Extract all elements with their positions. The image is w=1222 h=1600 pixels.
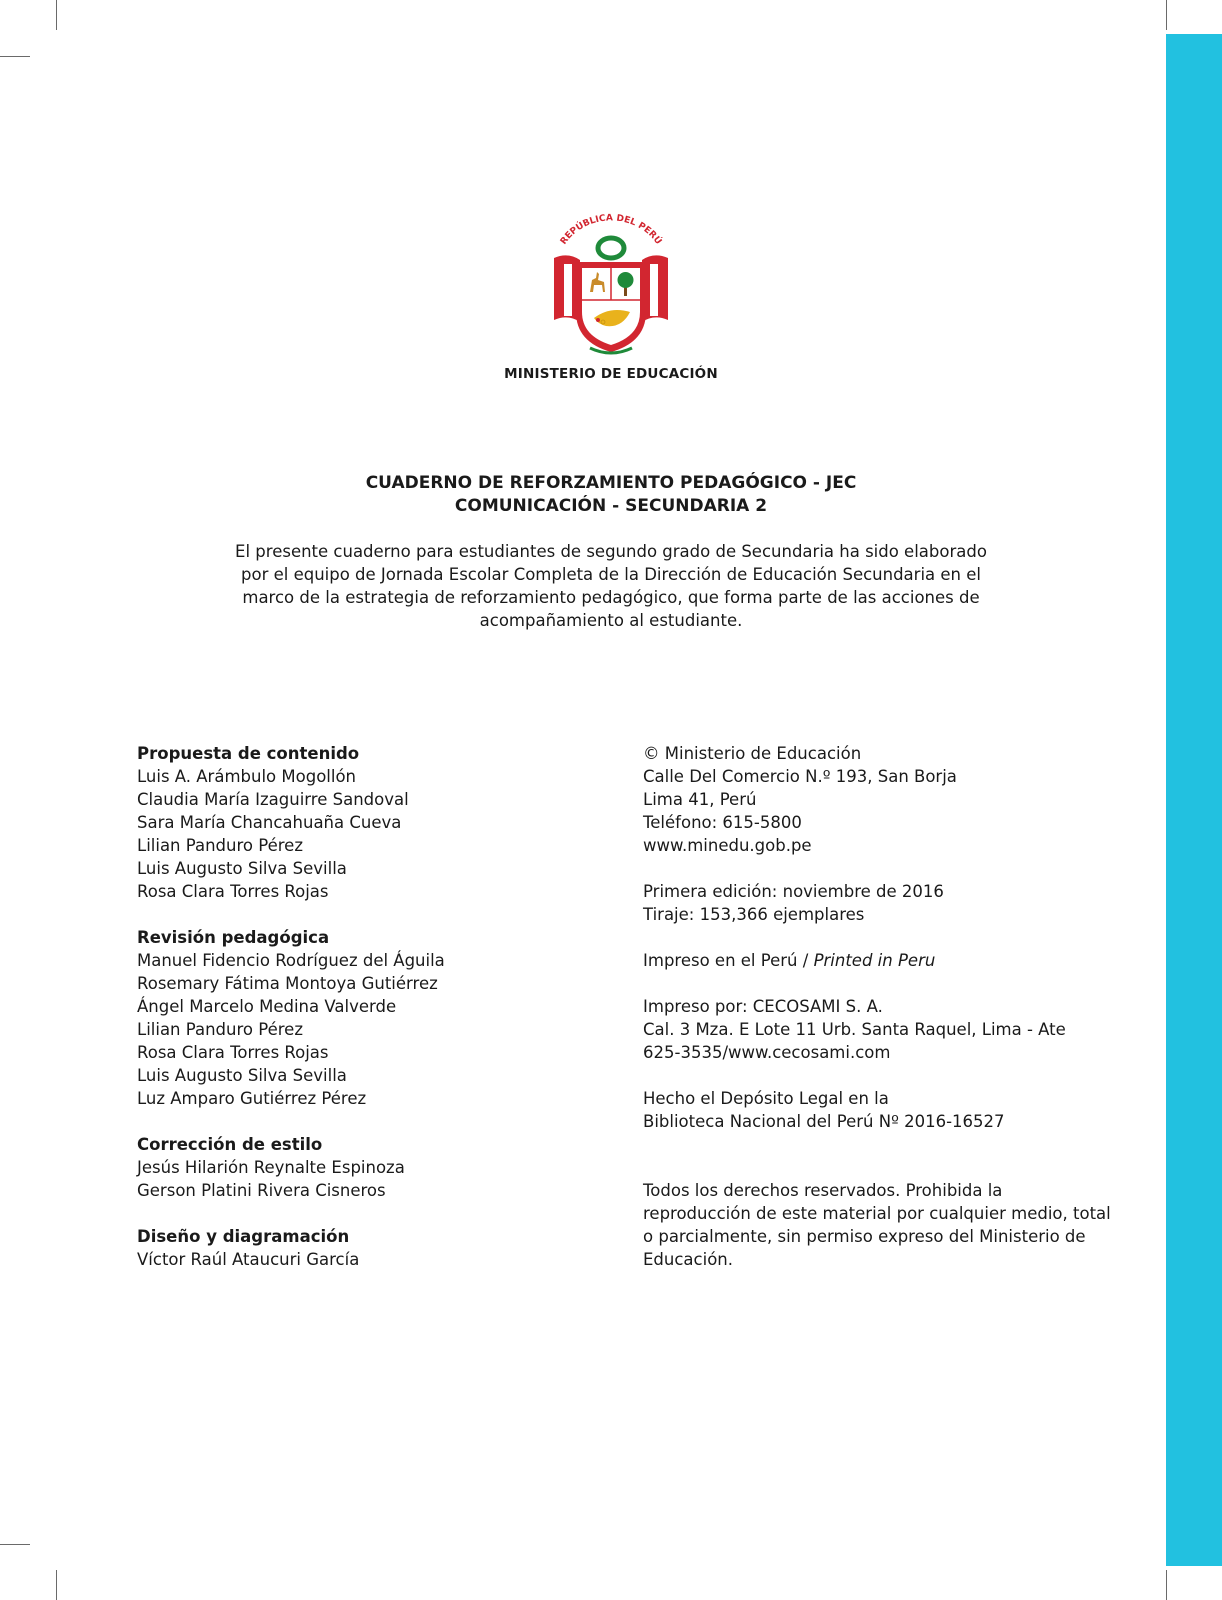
crop-mark bbox=[0, 56, 30, 57]
website: www.minedu.gob.pe bbox=[643, 836, 812, 855]
section-heading: Diseño y diagramación bbox=[137, 1227, 350, 1246]
printed-in-es: Impreso en el Perú / bbox=[643, 951, 814, 970]
legal-deposit: Biblioteca Nacional del Perú Nº 2016-16527 bbox=[643, 1112, 1005, 1131]
intro-line: marco de la estrategia de reforzamiento pedagógico, que forma parte de las acciones de bbox=[242, 588, 980, 607]
svg-text:REPÚBLICA DEL PERÚ: REPÚBLICA DEL PERÚ bbox=[558, 213, 664, 247]
credit-name: Lilian Panduro Pérez bbox=[137, 836, 303, 855]
phone: Teléfono: 615-5800 bbox=[643, 813, 802, 832]
printer: Impreso por: CECOSAMI S. A. bbox=[643, 997, 883, 1016]
credit-name: Víctor Raúl Ataucuri García bbox=[137, 1250, 360, 1269]
side-color-bar bbox=[1166, 34, 1222, 1566]
ministry-name: MINISTERIO DE EDUCACIÓN bbox=[504, 366, 718, 382]
intro-line: El presente cuaderno para estudiantes de segundo grado de Secundaria ha sido elaborado bbox=[235, 542, 987, 561]
intro-line: por el equipo de Jornada Escolar Completa de la Dirección de Educación Secundaria en el bbox=[241, 565, 981, 584]
crop-mark bbox=[0, 1544, 30, 1545]
document-subtitle: COMUNICACIÓN - SECUNDARIA 2 bbox=[454, 496, 768, 516]
credit-name: Rosa Clara Torres Rojas bbox=[137, 882, 329, 901]
copyright: © Ministerio de Educación bbox=[643, 744, 862, 763]
print-run: Tiraje: 153,366 ejemplares bbox=[643, 905, 865, 924]
credits-column bbox=[137, 742, 597, 1271]
address: Calle Del Comercio N.º 193, San Borja bbox=[643, 767, 957, 786]
peru-coat-of-arms-icon bbox=[550, 212, 672, 357]
printer-contact: 625-3535/www.cecosami.com bbox=[643, 1043, 891, 1062]
section-heading: Corrección de estilo bbox=[137, 1135, 323, 1154]
credit-name: Rosa Clara Torres Rojas bbox=[137, 1043, 329, 1062]
crop-mark bbox=[1166, 1570, 1167, 1600]
section-heading: Revisión pedagógica bbox=[137, 928, 330, 947]
document-title: CUADERNO DE REFORZAMIENTO PEDAGÓGICO - JEC bbox=[365, 473, 857, 493]
crop-mark bbox=[1166, 0, 1167, 30]
credit-name: Sara María Chancahuaña Cueva bbox=[137, 813, 402, 832]
credit-name: Claudia María Izaguirre Sandoval bbox=[137, 790, 409, 809]
credit-name: Gerson Platini Rivera Cisneros bbox=[137, 1181, 386, 1200]
rights-notice: Todos los derechos reservados. Prohibida la reproducción de este material por cualquier medio, total o parcialmente, sin permiso expreso del Ministerio de Educación. bbox=[643, 1181, 1111, 1269]
credit-name: Luz Amparo Gutiérrez Pérez bbox=[137, 1089, 367, 1108]
edition: Primera edición: noviembre de 2016 bbox=[643, 882, 944, 901]
credit-name: Manuel Fidencio Rodríguez del Águila bbox=[137, 951, 445, 970]
printed-in bbox=[643, 949, 1113, 972]
crop-mark bbox=[56, 0, 57, 30]
credit-name: Luis A. Arámbulo Mogollón bbox=[137, 767, 357, 786]
crop-mark bbox=[56, 1570, 57, 1600]
printer-address: Cal. 3 Mza. E Lote 11 Urb. Santa Raquel, Lima - Ate bbox=[643, 1020, 1066, 1039]
address: Lima 41, Perú bbox=[643, 790, 757, 809]
credit-name: Lilian Panduro Pérez bbox=[137, 1020, 303, 1039]
credit-name: Jesús Hilarión Reynalte Espinoza bbox=[137, 1158, 405, 1177]
credit-name: Ángel Marcelo Medina Valverde bbox=[137, 997, 397, 1016]
credit-name: Luis Augusto Silva Sevilla bbox=[137, 859, 347, 878]
section-heading: Propuesta de contenido bbox=[137, 744, 360, 763]
legal-deposit: Hecho el Depósito Legal en la bbox=[643, 1089, 889, 1108]
credit-name: Luis Augusto Silva Sevilla bbox=[137, 1066, 347, 1085]
credit-name: Rosemary Fátima Montoya Gutiérrez bbox=[137, 974, 438, 993]
publisher-column bbox=[643, 742, 1113, 1271]
printed-in-en: Printed in Peru bbox=[813, 951, 936, 970]
intro-line: acompañamiento al estudiante. bbox=[479, 611, 743, 630]
intro-paragraph bbox=[220, 540, 1002, 632]
